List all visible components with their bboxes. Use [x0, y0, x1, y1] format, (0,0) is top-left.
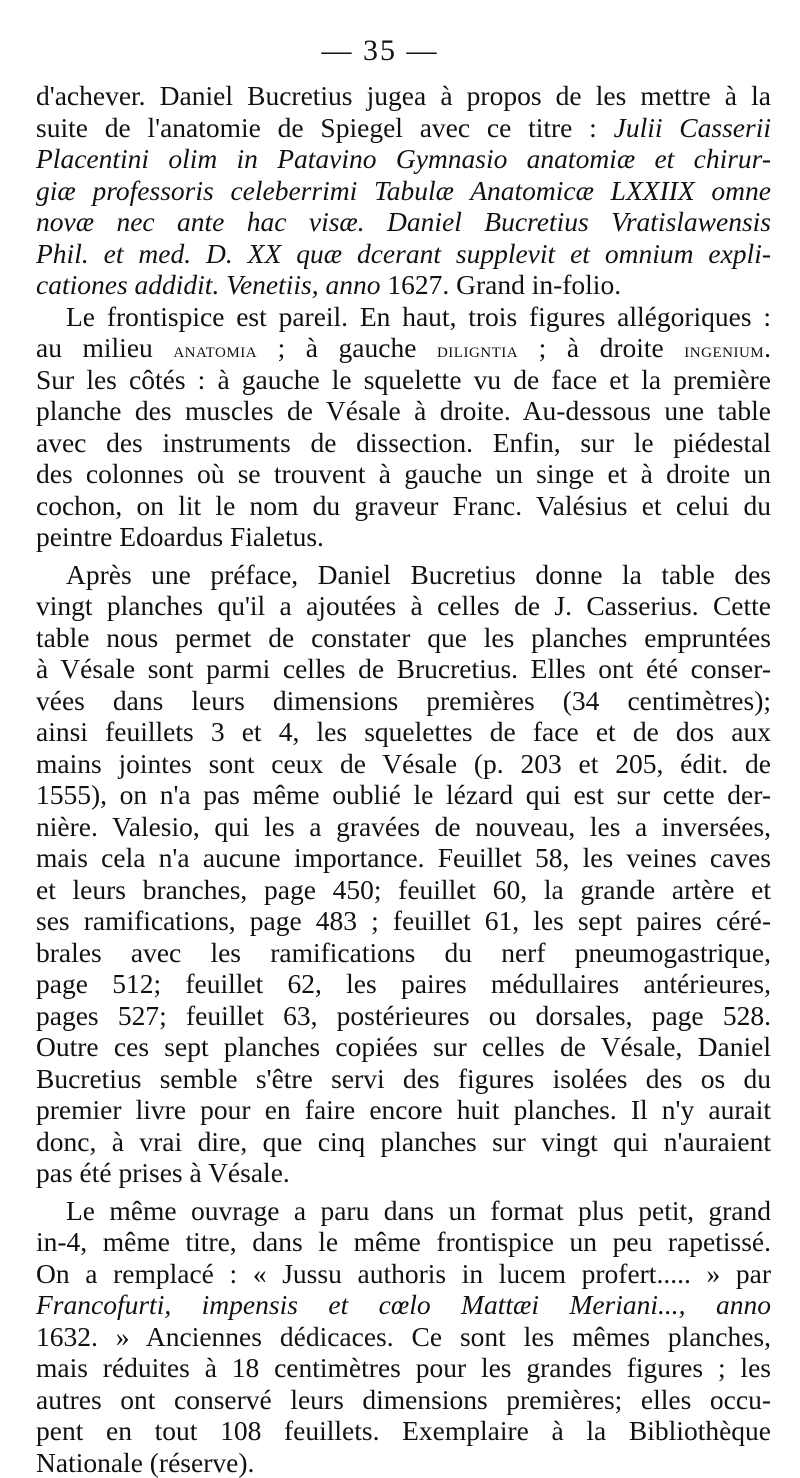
text-line: d'achever. Daniel Bucretius jugea à propos de les mettre à la	[36, 80, 771, 112]
text-line: Sur les côtés : à gauche le squelette vu de face et la première	[36, 364, 771, 396]
text-line: cationes addidit. Venetiis, anno 1627. Grand in-folio.	[36, 269, 771, 301]
text-line: giæ professoris celeberrimi Tabulæ Anatomicæ LXXIIX omne	[36, 175, 771, 207]
text-line: Phil. et med. D. XX quæ dcerant supplevit et omnium expli-	[36, 238, 771, 270]
paragraph-3	[36, 559, 771, 1189]
paragraph-2	[36, 301, 771, 553]
text-line: suite de l'anatomie de Spiegel avec ce titre : Julii Casserii	[36, 112, 771, 144]
text-line: des colonnes où se trouvent à gauche un singe et à droite un	[36, 458, 771, 490]
text-line: Le même ouvrage a paru dans un format plus petit, grand	[36, 1195, 771, 1227]
text-line: pages 527; feuillet 63, postérieures ou dorsales, page 528.	[36, 1000, 771, 1032]
text-line: table nous permet de constater que les planches empruntées	[36, 622, 771, 654]
text-line: Nationale (réserve).	[36, 1447, 771, 1478]
text-line: pas été prises à Vésale.	[36, 1157, 771, 1189]
text-line: Francofurti, impensis et cœlo Mattæi Meriani..., anno	[36, 1289, 771, 1321]
text-line: pent en tout 108 feuillets. Exemplaire à la Bibliothèque	[36, 1415, 771, 1447]
text-line: vées dans leurs dimensions premières (34 centimètres);	[36, 685, 771, 717]
text-line: au milieu anatomia ; à gauche diligntia ; à droite ingenium.	[36, 332, 771, 364]
text-line: mains jointes sont ceux de Vésale (p. 203 et 205, édit. de	[36, 748, 771, 780]
text-line: novæ nec ante hac visæ. Daniel Bucretius Vratislawensis	[36, 206, 771, 238]
text-line: donc, à vrai dire, que cinq planches sur vingt qui n'auraient	[36, 1126, 771, 1158]
text-line: mais cela n'a aucune importance. Feuillet 58, les veines caves	[36, 842, 771, 874]
paragraph-1	[36, 80, 771, 301]
text-line: avec des instruments de dissection. Enfin, sur le piédestal	[36, 427, 771, 459]
text-line: page 512; feuillet 62, les paires médullaires antérieures,	[36, 968, 771, 1000]
text-line: On a remplacé : « Jussu authoris in lucem profert..... » par	[36, 1258, 771, 1290]
text-line: Le frontispice est pareil. En haut, trois figures allégoriques :	[36, 301, 771, 333]
text-line: cochon, on lit le nom du graveur Franc. Valésius et celui du	[36, 490, 771, 522]
paragraph-4	[36, 1195, 771, 1478]
text-line: Outre ces sept planches copiées sur celles de Vésale, Daniel	[36, 1031, 771, 1063]
text-line: vingt planches qu'il a ajoutées à celles de J. Casserius. Cette	[36, 590, 771, 622]
text-line: Placentini olim in Patavino Gymnasio anatomiæ et chirur-	[36, 143, 771, 175]
text-line: ainsi feuillets 3 et 4, les squelettes de face et de dos aux	[36, 716, 771, 748]
text-line: 1555), on n'a pas même oublié le lézard qui est sur cette der-	[36, 779, 771, 811]
text-line: à Vésale sont parmi celles de Brucretius. Elles ont été conser-	[36, 653, 771, 685]
text-line: premier livre pour en faire encore huit planches. Il n'y aurait	[36, 1094, 771, 1126]
text-line: in-4, même titre, dans le même frontispice un peu rapetissé.	[36, 1226, 771, 1258]
text-line: ses ramifications, page 483 ; feuillet 61, les sept paires céré-	[36, 905, 771, 937]
text-line: 1632. » Anciennes dédicaces. Ce sont les mêmes planches,	[36, 1321, 771, 1353]
body-text	[36, 80, 771, 1478]
text-line: peintre Edoardus Fialetus.	[36, 521, 771, 553]
text-line: autres ont conservé leurs dimensions premières; elles occu-	[36, 1384, 771, 1416]
page-number: — 35 —	[0, 34, 760, 68]
text-line: nière. Valesio, qui les a gravées de nouveau, les a inversées,	[36, 811, 771, 843]
text-line: mais réduites à 18 centimètres pour les grandes figures ; les	[36, 1352, 771, 1384]
text-line: Bucretius semble s'être servi des figures isolées des os du	[36, 1063, 771, 1095]
text-line: brales avec les ramifications du nerf pneumogastrique,	[36, 937, 771, 969]
text-line: planche des muscles de Vésale à droite. Au-dessous une table	[36, 395, 771, 427]
text-line: Après une préface, Daniel Bucretius donne la table des	[36, 559, 771, 591]
text-line: et leurs branches, page 450; feuillet 60, la grande artère et	[36, 874, 771, 906]
